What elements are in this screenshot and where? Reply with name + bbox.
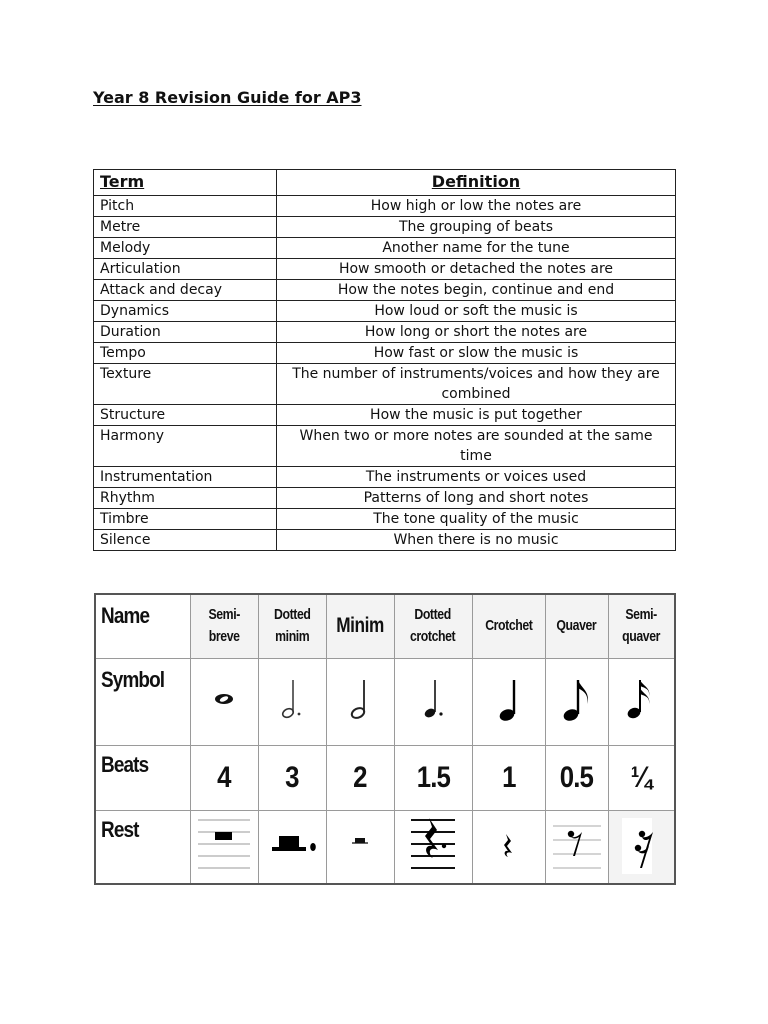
crotchet-note-icon — [492, 674, 526, 724]
note-name: Semi- quaver — [622, 606, 661, 646]
beats-row-label: Beats — [95, 745, 177, 810]
quaver-rest-icon — [549, 812, 605, 876]
table-row — [94, 488, 676, 509]
note-values-table — [94, 593, 676, 885]
beat-value: 1.5 — [416, 760, 450, 794]
term-cell: Tempo — [94, 343, 277, 364]
table-row — [94, 259, 676, 280]
term-cell: Harmony — [94, 426, 277, 467]
rest-row-label: Rest — [95, 810, 177, 884]
rest-row — [95, 810, 675, 884]
beat-value: 3 — [285, 760, 299, 794]
semiquaver-rest-icon — [616, 812, 666, 876]
table-row — [94, 467, 676, 488]
beats-row — [95, 745, 675, 810]
definition-column-header: Definition — [277, 170, 676, 196]
name-row-label: Name — [95, 594, 177, 658]
term-cell: Structure — [94, 405, 277, 426]
definition-cell: When two or more notes are sounded at the same time — [277, 426, 676, 467]
dotted-minim-rest-icon — [264, 812, 320, 876]
table-row — [94, 196, 676, 217]
definition-cell: How the music is put together — [277, 405, 676, 426]
quaver-note-icon — [559, 674, 595, 724]
definition-cell: Another name for the tune — [277, 238, 676, 259]
term-cell: Pitch — [94, 196, 277, 217]
symbol-row-label: Symbol — [95, 658, 177, 745]
dotted-crotchet-note-icon — [418, 676, 448, 722]
definition-cell: How high or low the notes are — [277, 196, 676, 217]
name-row — [95, 594, 675, 658]
note-name: Dotted minim — [273, 606, 311, 646]
table-row — [94, 530, 676, 551]
definition-cell: Patterns of long and short notes — [277, 488, 676, 509]
term-cell: Melody — [94, 238, 277, 259]
term-cell: Rhythm — [94, 488, 277, 509]
note-name: Semi- breve — [208, 606, 240, 646]
glossary-table — [93, 169, 676, 551]
definition-cell: How smooth or detached the notes are — [277, 259, 676, 280]
table-row — [94, 322, 676, 343]
term-cell: Instrumentation — [94, 467, 277, 488]
beat-value: 0.5 — [559, 760, 594, 794]
definition-cell: How fast or slow the music is — [277, 343, 676, 364]
table-row — [94, 238, 676, 259]
definition-cell: How long or short the notes are — [277, 322, 676, 343]
definition-cell: The tone quality of the music — [277, 509, 676, 530]
table-row — [94, 509, 676, 530]
beat-value: 2 — [353, 760, 367, 794]
beat-value: 4 — [217, 760, 231, 794]
definition-cell: The number of instruments/voices and how they are combined — [277, 364, 676, 405]
table-row — [94, 405, 676, 426]
term-cell: Metre — [94, 217, 277, 238]
semibreve-rest-icon — [196, 812, 252, 876]
table-row — [94, 426, 676, 467]
table-row — [94, 364, 676, 405]
definition-cell: When there is no music — [277, 530, 676, 551]
symbol-row — [95, 658, 675, 745]
definition-cell: How the notes begin, continue and end — [277, 280, 676, 301]
note-name: Dotted crotchet — [410, 606, 456, 646]
table-row — [94, 301, 676, 322]
minim-note-icon — [345, 676, 375, 722]
note-name: Minim — [336, 614, 384, 638]
definition-cell: The grouping of beats — [277, 217, 676, 238]
term-cell: Timbre — [94, 509, 277, 530]
term-cell: Texture — [94, 364, 277, 405]
term-cell: Dynamics — [94, 301, 277, 322]
term-cell: Attack and decay — [94, 280, 277, 301]
glossary-header-row — [94, 170, 676, 196]
note-name: Quaver — [556, 617, 597, 635]
definition-cell: The instruments or voices used — [277, 467, 676, 488]
document-title: Year 8 Revision Guide for AP3 — [93, 88, 362, 107]
table-row — [94, 217, 676, 238]
beat-value: 1 — [501, 760, 516, 794]
term-column-header: Term — [94, 170, 277, 196]
table-row — [94, 280, 676, 301]
table-row — [94, 343, 676, 364]
minim-rest-icon — [332, 812, 388, 876]
crotchet-rest-icon — [481, 812, 537, 876]
beat-value: ¼ — [630, 760, 652, 794]
note-values-chart — [94, 593, 674, 883]
semiquaver-note-icon — [624, 674, 658, 724]
semibreve-note-icon — [209, 689, 239, 709]
dotted-crotchet-rest-icon — [405, 812, 461, 876]
term-cell: Duration — [94, 322, 277, 343]
term-cell: Silence — [94, 530, 277, 551]
term-cell: Articulation — [94, 259, 277, 280]
definition-cell: How loud or soft the music is — [277, 301, 676, 322]
dotted-minim-note-icon — [277, 676, 307, 722]
note-name: Crotchet — [484, 617, 533, 635]
